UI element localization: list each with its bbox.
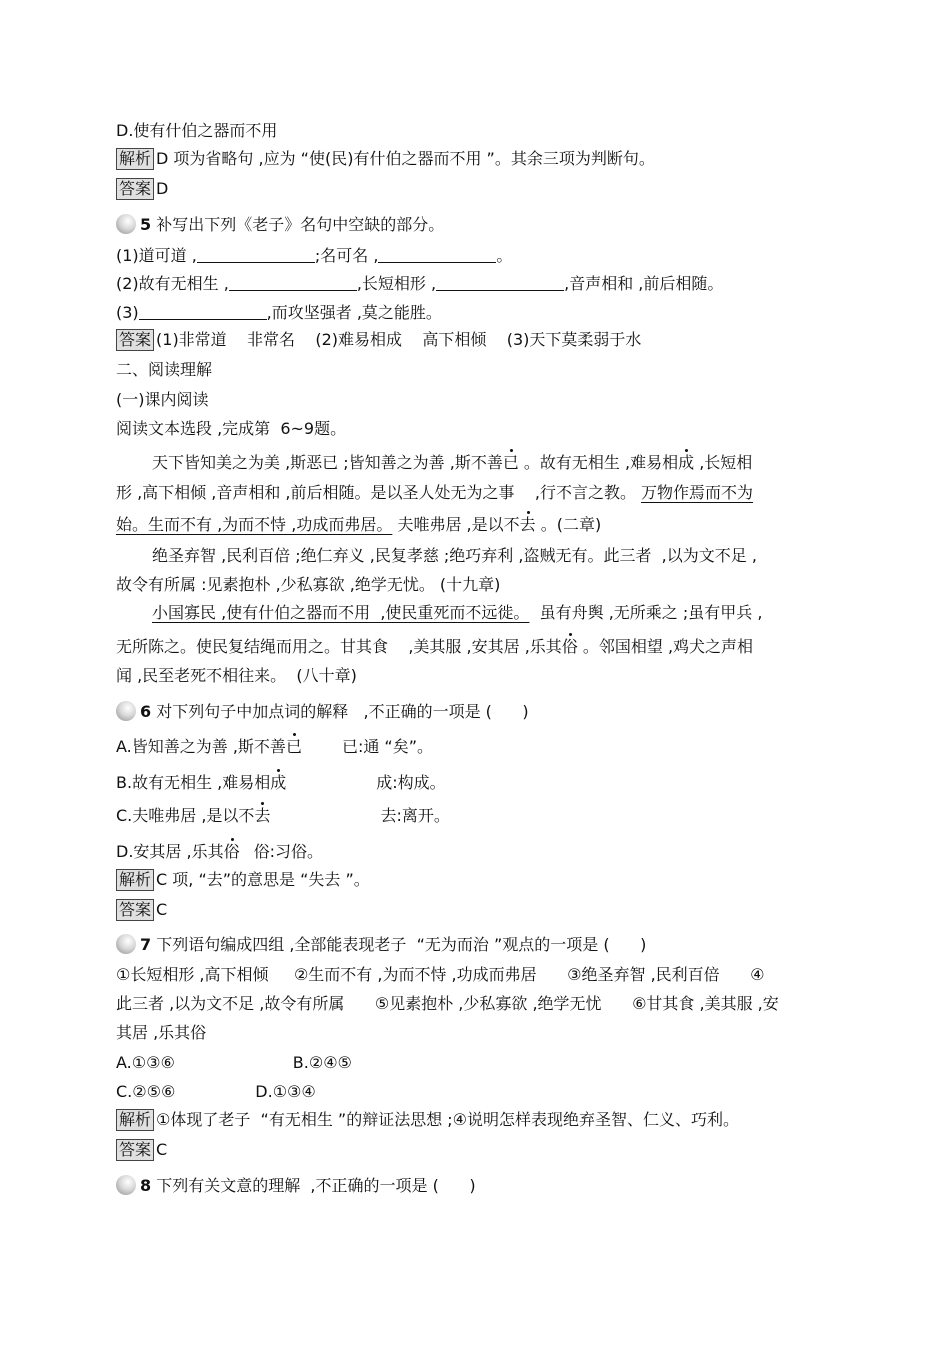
q5-item-1: (1)道可道 , ;名可名 , 。 (116, 246, 513, 265)
fill-blank[interactable] (229, 274, 357, 291)
analysis-tag: 解析 (116, 1109, 154, 1131)
answer-tag: 答案 (116, 899, 154, 921)
q7-statements: ①长短相形 ,高下相倾 ②生而不有 ,为而不恃 ,功成而弗居 ③绝圣弃智 ,民利百倍 ④ (116, 965, 765, 984)
q7-statements: 此三者 ,以为文不足 ,故令有所属 ⑤见素抱朴 ,少私寡欲 ,绝学无忧 ⑥甘其食 ,美其服 ,安 (116, 994, 779, 1013)
fill-blank[interactable] (436, 274, 564, 291)
fill-blank[interactable] (139, 303, 267, 320)
grey-sphere-icon (116, 214, 136, 234)
emphasis-dot-char: 去 (519, 515, 536, 534)
fill-blank[interactable] (378, 246, 496, 263)
emphasis-dot-char: 成 (270, 773, 287, 792)
answer-tag: 答案 (116, 1139, 154, 1161)
passage-line: 小国寡民 ,使有什伯之器而不用 ,使民重死而不远徙。 虽有舟舆 ,无所乘之 ;虽有甲兵 , (152, 603, 763, 622)
section-heading: 二、阅读理解 (116, 360, 213, 379)
emphasis-dot-char: 俗 (223, 842, 240, 861)
grey-sphere-icon (116, 701, 136, 721)
question-5: 5 补写出下列《老子》名句中空缺的部分。 (116, 214, 840, 236)
q7-options-cd: C.②⑤⑥ D.①③④ (116, 1082, 316, 1101)
passage-line: 绝圣弃智 ,民利百倍 ;绝仁弃义 ,民复孝慈 ;绝巧弃利 ,盗贼无有。此三者 ,以为文不足 , (152, 546, 757, 565)
q7-options-ab: A.①③⑥ B.②④⑤ (116, 1053, 352, 1072)
q6-option-b: B.故有无相生 ,难易相成 成:构成。 (116, 773, 446, 792)
grey-sphere-icon (116, 934, 136, 954)
passage-line: 闻 ,民至老死不相往来。 (八十章) (116, 666, 357, 685)
answer-4: 答案 D (116, 178, 840, 200)
q6-option-c: C.夫唯弗居 ,是以不去 去:离开。 (116, 806, 450, 825)
passage-line: 无所陈之。使民复结绳而用之。甘其食 ,美其服 ,安其居 ,乐其俗 。邻国相望 ,鸡犬之声相 (116, 637, 754, 656)
analysis-tag: 解析 (116, 869, 154, 891)
emphasis-dot-char: 俗 (561, 637, 578, 656)
reading-intro: 阅读文本选段 ,完成第 6~9题。 (116, 419, 347, 438)
fill-blank[interactable] (197, 246, 315, 263)
analysis-4: 解析 D 项为省略句 ,应为 “使(民)有什伯之器而不用 ”。其余三项为判断句。 (116, 148, 840, 170)
answer-6: 答案 C (116, 899, 840, 921)
q6-option-a: A.皆知善之为善 ,斯不善已 已:通 “矣”。 (116, 737, 434, 756)
grey-sphere-icon (116, 1175, 136, 1195)
option-d-line: D.使有什伯之器而不用 (116, 121, 278, 140)
q7-statements: 其居 ,乐其俗 (116, 1023, 207, 1042)
answer-5: 答案 (1)非常道 非常名 (2)难易相成 高下相倾 (3)天下莫柔弱于水 (116, 329, 840, 351)
analysis-6: 解析 C 项, “去”的意思是 “失去 ”。 (116, 869, 840, 891)
question-7: 7 下列语句编成四组 ,全部能表现老子 “无为而治 ”观点的一项是 ( ) (116, 934, 840, 956)
q5-item-3: (3) ,而攻坚强者 ,莫之能胜。 (116, 303, 442, 322)
answer-7: 答案 C (116, 1139, 840, 1161)
q6-option-d: D.安其居 ,乐其俗 俗:习俗。 (116, 842, 324, 861)
emphasis-dot-char: 已 (502, 453, 519, 472)
analysis-7: 解析 ①体现了老子 “有无相生 ”的辩证法思想 ;④说明怎样表现绝弃圣智、仁义、巧利。 (116, 1109, 840, 1131)
emphasis-dot-char: 已 (285, 737, 302, 756)
passage-line: 始。生而不有 ,为而不恃 ,功成而弗居。 夫唯弗居 ,是以不去 。(二章) (116, 515, 602, 534)
passage-line: 天下皆知美之为美 ,斯恶已 ;皆知善之为善 ,斯不善已 。故有无相生 ,难易相成 ,长短相 (152, 453, 753, 472)
passage-line: 形 ,高下相倾 ,音声相和 ,前后相随。是以圣人处无为之事 ,行不言之教。 万物作焉而不为 (116, 483, 754, 502)
emphasis-dot-char: 去 (254, 806, 271, 825)
question-8: 8 下列有关文意的理解 ,不正确的一项是 ( ) (116, 1175, 840, 1197)
emphasis-dot-char: 成 (678, 453, 695, 472)
answer-tag: 答案 (116, 329, 154, 351)
answer-tag: 答案 (116, 178, 154, 200)
question-6: 6 对下列句子中加点词的解释 ,不正确的一项是 ( ) (116, 701, 840, 723)
analysis-tag: 解析 (116, 148, 154, 170)
subsection-heading: (一)课内阅读 (116, 390, 209, 409)
q5-item-2: (2)故有无相生 , ,长短相形 , ,音声相和 ,前后相随。 (116, 274, 724, 293)
passage-line: 故令有所属 :见素抱朴 ,少私寡欲 ,绝学无忧。 (十九章) (116, 575, 501, 594)
